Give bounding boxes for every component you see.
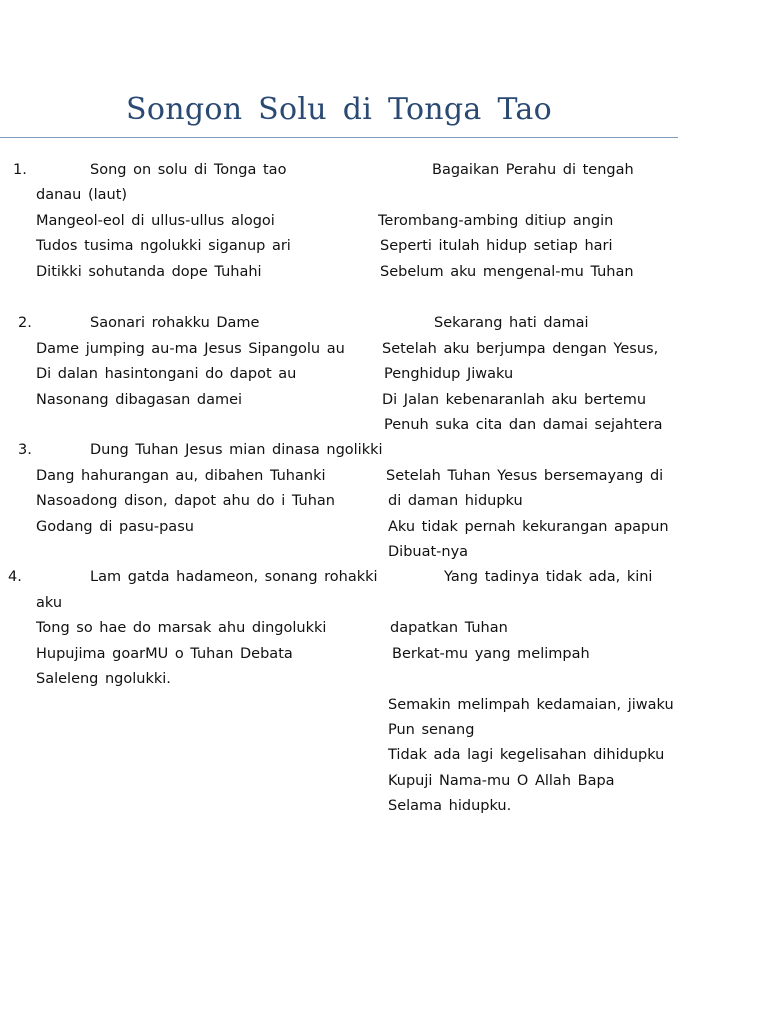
verse-first-line: Dung Tuhan Jesus mian dinasa ngolikki — [90, 442, 383, 458]
verse-number: 2. — [18, 315, 32, 331]
verse-line: Di dalan hasintongani do dapot au — [36, 366, 297, 382]
verse-line: danau (laut) — [36, 187, 128, 203]
translation-line: Aku tidak pernah kekurangan apapun — [388, 519, 669, 535]
verse-line: Mangeol-eol di ullus-ullus alogoi — [36, 213, 275, 229]
translation-line: Penghidup Jiwaku — [384, 366, 514, 382]
translation-first-line: Yang tadinya tidak ada, kini — [444, 569, 653, 585]
translation-line: Dibuat-nya — [388, 544, 469, 560]
verse-line: aku — [36, 595, 63, 611]
translation-line: Setelah aku berjumpa dengan Yesus, — [382, 341, 659, 357]
verse-first-line: Saonari rohakku Dame — [90, 315, 260, 331]
translation-line: Tidak ada lagi kegelisahan dihidupku — [388, 747, 665, 763]
translation-line: Di Jalan kebenaranlah aku bertemu — [382, 392, 647, 408]
verse-line: Hupujima goarMU o Tuhan Debata — [36, 646, 293, 662]
translation-line: Berkat-mu yang melimpah — [392, 646, 590, 662]
translation-first-line: Sekarang hati damai — [434, 315, 589, 331]
verse-line: Nasonang dibagasan damei — [36, 392, 243, 408]
verse-number: 1. — [13, 162, 27, 178]
verse-first-line: Lam gatda hadameon, sonang rohakki — [90, 569, 378, 585]
verse-line: Saleleng ngolukki. — [36, 671, 171, 687]
verse-number: 3. — [18, 442, 32, 458]
verse-line: Godang di pasu-pasu — [36, 519, 194, 535]
title-underline — [0, 137, 678, 138]
verse-line: Tudos tusima ngolukki siganup ari — [36, 238, 291, 254]
verse-line: Nasoadong dison, dapot ahu do i Tuhan — [36, 493, 335, 509]
translation-line: Penuh suka cita dan damai sejahtera — [384, 417, 663, 433]
verse-first-line: Song on solu di Tonga tao — [90, 162, 287, 178]
translation-line: Semakin melimpah kedamaian, jiwaku — [388, 697, 674, 713]
translation-line: Sebelum aku mengenal-mu Tuhan — [380, 264, 634, 280]
verse-line: Tong so hae do marsak ahu dingolukki — [36, 620, 327, 636]
translation-line: Setelah Tuhan Yesus bersemayang di — [386, 468, 664, 484]
translation-line: Terombang-ambing ditiup angin — [378, 213, 614, 229]
translation-line: Seperti itulah hidup setiap hari — [380, 238, 613, 254]
translation-first-line: Bagaikan Perahu di tengah — [432, 162, 634, 178]
verse-line: Dame jumping au-ma Jesus Sipangolu au — [36, 341, 345, 357]
translation-line: Kupuji Nama-mu O Allah Bapa — [388, 773, 615, 789]
verse-line: Dang hahurangan au, dibahen Tuhanki — [36, 468, 326, 484]
verse-line: Ditikki sohutanda dope Tuhahi — [36, 264, 262, 280]
translation-line: Selama hidupku. — [388, 798, 512, 814]
translation-line: Pun senang — [388, 722, 475, 738]
translation-line: dapatkan Tuhan — [390, 620, 508, 636]
verse-number: 4. — [8, 569, 22, 585]
translation-line: di daman hidupku — [388, 493, 523, 509]
page-title: Songon Solu di Tonga Tao — [126, 92, 552, 127]
